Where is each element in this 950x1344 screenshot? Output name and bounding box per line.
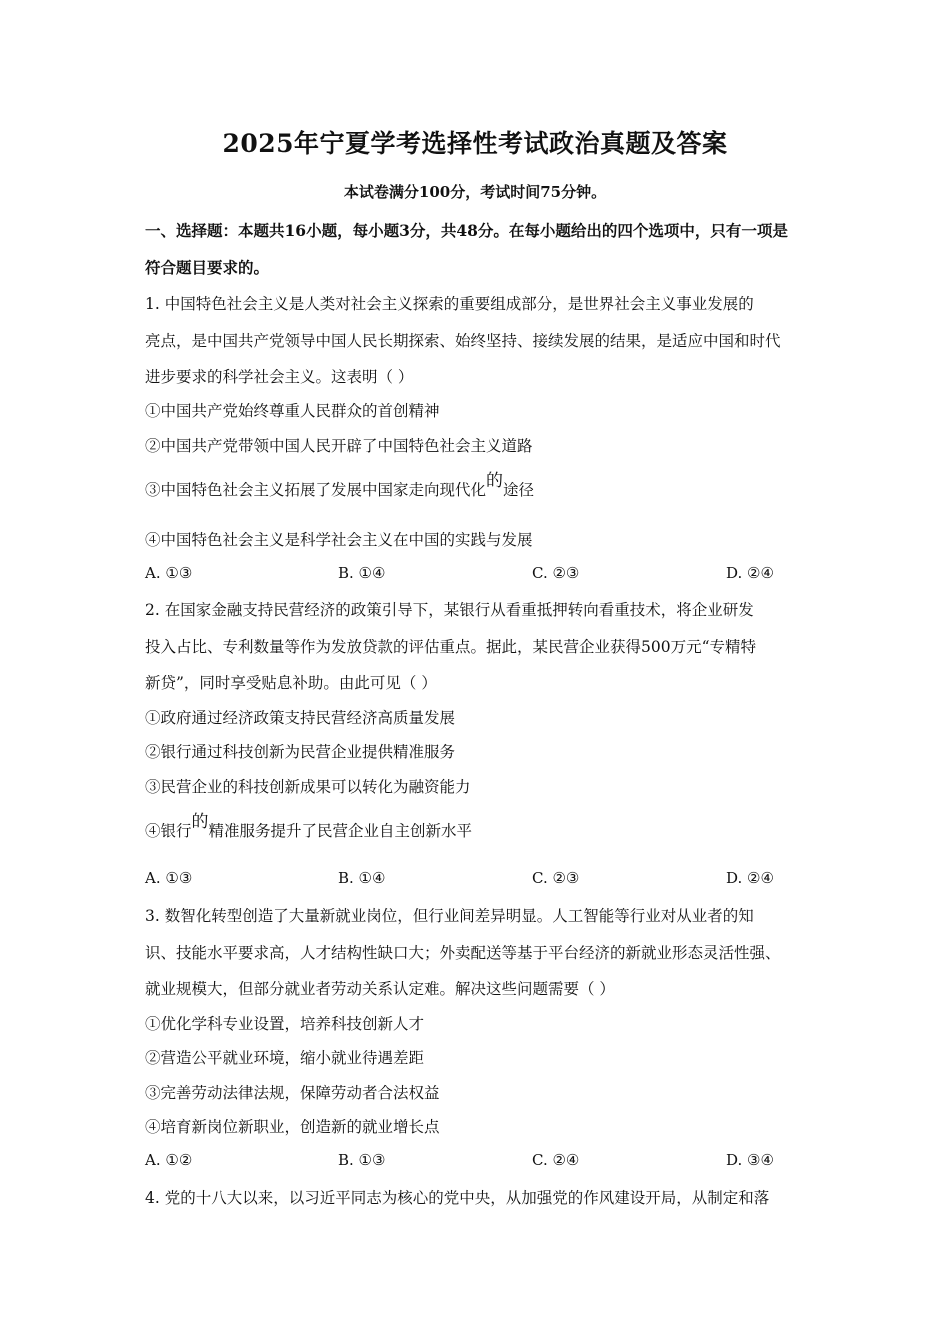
q2-statement-4-head: ④银行 <box>145 822 192 840</box>
q1-stem-line-2: 亮点，是中国共产党领导中国人民长期探索、始终坚持、接续发展的结果，是适应中国和时代 <box>145 332 781 350</box>
q3-statement-4: ④培育新岗位新职业，创造新的就业增长点 <box>145 1118 440 1136</box>
exam-info: 本试卷满分100分，考试时间75分钟。 <box>343 183 607 201</box>
q1-statement-2: ②中国共产党带领中国人民开辟了中国特色社会主义道路 <box>145 437 533 455</box>
q2-statement-3: ③民营企业的科技创新成果可以转化为融资能力 <box>145 778 471 796</box>
q2-option-a[interactable]: A. ①③ <box>145 869 193 887</box>
q2-stem-line-2: 投入占比、专利数量等作为发放贷款的评估重点。据此，某民营企业获得500万元“专精特 <box>145 638 757 656</box>
q1-statement-3-raised-char: 的 <box>486 471 504 491</box>
q2-option-b[interactable]: B. ①④ <box>338 869 386 887</box>
q1-option-d[interactable]: D. ②④ <box>726 564 774 582</box>
q3-statement-2: ②营造公平就业环境，缩小就业待遇差距 <box>145 1049 425 1067</box>
q2-option-c[interactable]: C. ②③ <box>532 869 580 887</box>
q2-stem-line-1: 2. 在国家金融支持民营经济的政策引导下，某银行从看重抵押转向看重技术，将企业研发 <box>145 601 754 619</box>
section-heading-line-2: 符合题目要求的。 <box>145 258 270 277</box>
q2-statement-4-text: 精准服务提升了民营企业自主创新水平 <box>208 822 473 840</box>
q3-statement-3: ③完善劳动法律法规，保障劳动者合法权益 <box>145 1084 440 1102</box>
q1-option-b[interactable]: B. ①④ <box>338 564 386 582</box>
q1-stem-line-3: 进步要求的科学社会主义。这表明（ ） <box>145 368 414 386</box>
q3-stem-line-2: 识、技能水平要求高，人才结构性缺口大；外卖配送等基于平台经济的新就业形态灵活性强、 <box>145 944 781 962</box>
q2-statement-2: ②银行通过科技创新为民营企业提供精准服务 <box>145 743 456 761</box>
q3-option-d[interactable]: D. ③④ <box>726 1151 774 1169</box>
q1-statement-3 <box>145 471 810 500</box>
q1-statement-3-text: ③中国特色社会主义拓展了发展中国家走向现代化 <box>145 481 487 499</box>
q1-option-a[interactable]: A. ①③ <box>145 564 193 582</box>
q3-statement-1: ①优化学科专业设置，培养科技创新人才 <box>145 1015 425 1033</box>
q4-stem-line-1: 4. 党的十八大以来，以习近平同志为核心的党中央，从加强党的作风建设开局，从制定和落 <box>145 1189 770 1207</box>
q3-stem-line-3: 就业规模大，但部分就业者劳动关系认定难。解决这些问题需要（ ） <box>145 980 615 998</box>
q2-statement-4 <box>145 812 810 841</box>
q3-option-a[interactable]: A. ①② <box>145 1151 193 1169</box>
q2-stem-line-3: 新贷”，同时享受贴息补助。由此可见（ ） <box>145 674 437 692</box>
q2-statement-1: ①政府通过经济政策支持民营经济高质量发展 <box>145 709 456 727</box>
page-title: 2025年宁夏学考选择性考试政治真题及答案 <box>222 129 728 158</box>
q1-statement-3-tail: 途径 <box>503 481 535 499</box>
q2-statement-4-raised-char: 的 <box>191 812 209 832</box>
q1-statement-4: ④中国特色社会主义是科学社会主义在中国的实践与发展 <box>145 531 533 549</box>
q3-option-c[interactable]: C. ②④ <box>532 1151 580 1169</box>
q3-stem-line-1: 3. 数智化转型创造了大量新就业岗位，但行业间差异明显。人工智能等行业对从业者的知 <box>145 907 754 925</box>
section-heading-line-1: 一、选择题：本题共16小题，每小题3分，共48分。在每小题给出的四个选项中，只有一项是 <box>145 221 788 240</box>
q3-option-b[interactable]: B. ①③ <box>338 1151 386 1169</box>
q2-option-d[interactable]: D. ②④ <box>726 869 774 887</box>
q1-statement-1: ①中国共产党始终尊重人民群众的首创精神 <box>145 402 440 420</box>
q1-stem-line-1: 1. 中国特色社会主义是人类对社会主义探索的重要组成部分，是世界社会主义事业发展的 <box>145 295 754 313</box>
q1-option-c[interactable]: C. ②③ <box>532 564 580 582</box>
